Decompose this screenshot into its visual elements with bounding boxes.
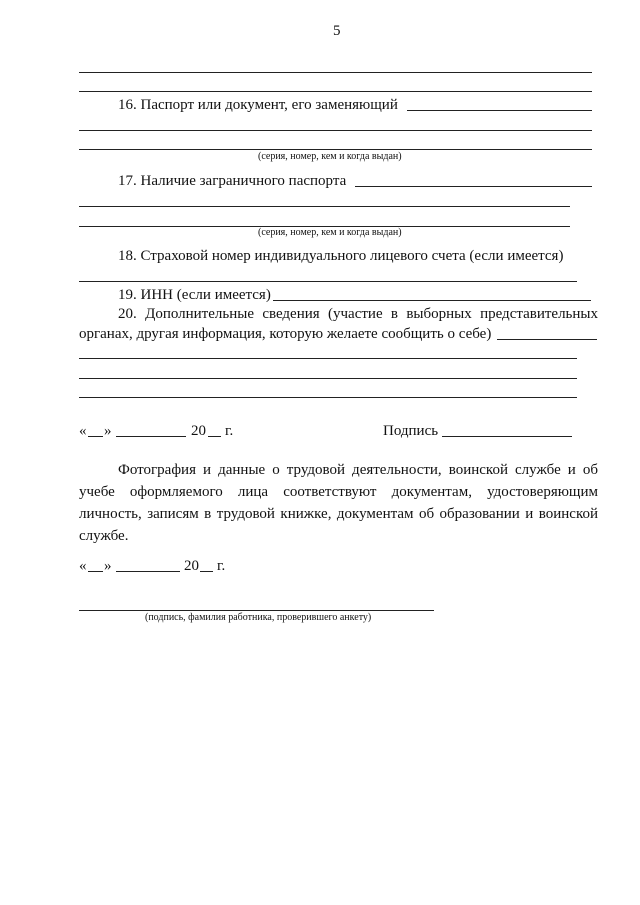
- date2-open-quote: «: [79, 558, 87, 574]
- date2-year-suffix: г.: [217, 558, 226, 574]
- date2-close-quote: »: [104, 558, 112, 574]
- item-16-field-line[interactable]: [79, 149, 592, 150]
- date2-year-field[interactable]: [200, 571, 213, 572]
- date-year-prefix: 20: [191, 423, 206, 439]
- date-day-field[interactable]: [88, 436, 103, 437]
- item-17-field[interactable]: [355, 186, 592, 187]
- item-17-field-line[interactable]: [79, 206, 570, 207]
- item-19-field[interactable]: [273, 300, 591, 301]
- item-19-label: 19. ИНН (если имеется): [118, 287, 271, 303]
- item-20-field-line[interactable]: [79, 378, 577, 379]
- date2-year-prefix: 20: [184, 558, 199, 574]
- item-17-caption: (серия, номер, кем и когда выдан): [258, 227, 402, 238]
- item-20-line2: органах, другая информация, которую желаете сообщить о себе): [79, 326, 492, 342]
- date2-month-field[interactable]: [116, 571, 180, 572]
- signature-field[interactable]: [442, 436, 572, 437]
- item-16-field-line[interactable]: [79, 130, 592, 131]
- item-17-label: 17. Наличие заграничного паспорта: [118, 173, 347, 189]
- date-year-field[interactable]: [208, 436, 221, 437]
- verifier-signature-field[interactable]: [79, 610, 434, 611]
- item-16-caption: (серия, номер, кем и когда выдан): [258, 151, 402, 162]
- item-20-line1: 20. Дополнительные сведения (участие в выборных представительных: [118, 306, 598, 322]
- date-month-field[interactable]: [116, 436, 186, 437]
- date-year-suffix: г.: [225, 423, 234, 439]
- certification-text: Фотография и данные о трудовой деятельности, воинской службе и об учебе оформляемого лица соответствуют документам, удостоверяющим личность, записям в трудовой книжке, документам об образовании и воинской службе.: [79, 462, 598, 544]
- page-number: 5: [333, 23, 341, 39]
- item-20-field-line[interactable]: [79, 397, 577, 398]
- signature-label: Подпись: [383, 423, 439, 439]
- item-16-field[interactable]: [407, 110, 592, 111]
- date-open-quote: «: [79, 423, 87, 439]
- item-20-field-line[interactable]: [79, 358, 577, 359]
- blank-line: [79, 72, 592, 73]
- verifier-caption: (подпись, фамилия работника, проверившего анкету): [145, 612, 372, 623]
- date-close-quote: »: [104, 423, 112, 439]
- item-16-label: 16. Паспорт или документ, его заменяющий: [118, 97, 398, 113]
- item-20-field[interactable]: [497, 339, 597, 340]
- item-18-field-line[interactable]: [79, 281, 577, 282]
- item-18-label: 18. Страховой номер индивидуального лицевого счета (если имеется): [118, 248, 564, 264]
- blank-line: [79, 91, 592, 92]
- date2-day-field[interactable]: [88, 571, 103, 572]
